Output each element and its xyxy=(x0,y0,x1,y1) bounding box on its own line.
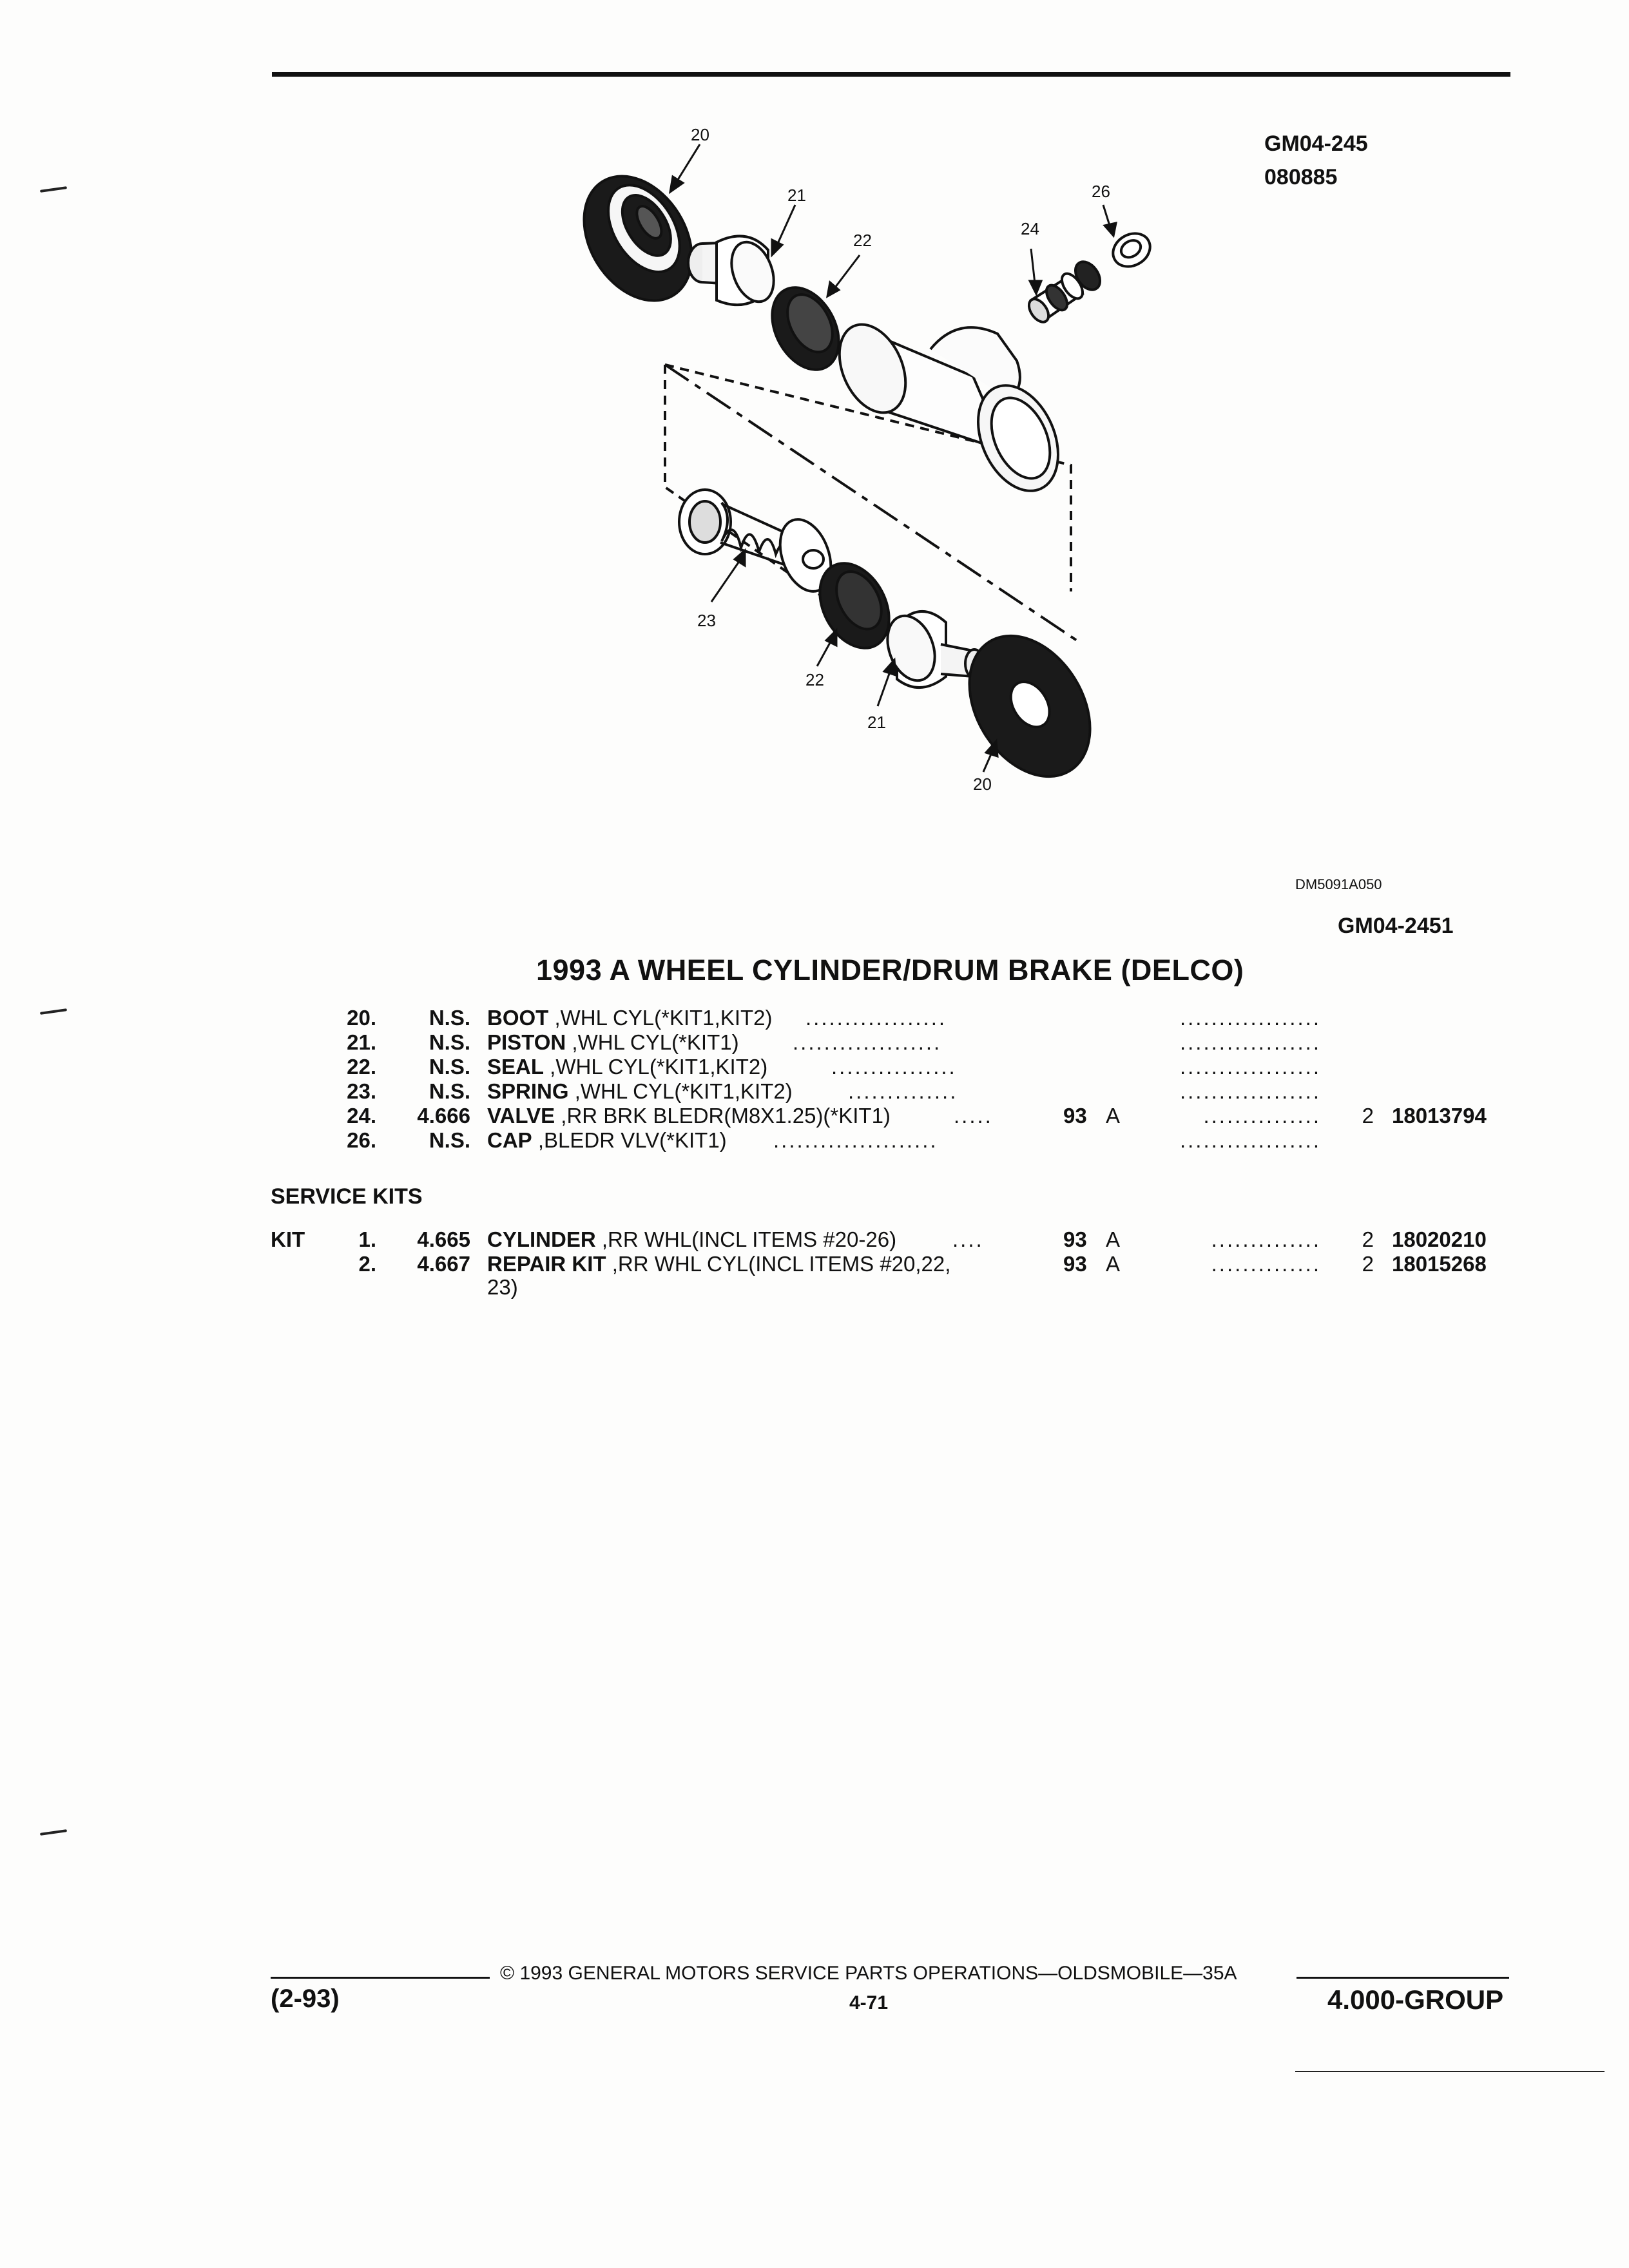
item-number: 2. xyxy=(358,1252,376,1276)
leader-dots: ............... xyxy=(1203,1104,1321,1128)
reference-code: N.S. xyxy=(429,1128,470,1152)
reference-code: 4.665 xyxy=(417,1227,470,1251)
header-rule xyxy=(272,72,1510,77)
service-kits-heading: SERVICE KITS xyxy=(271,1184,423,1209)
diagram-reference: DM5091A050 xyxy=(1295,876,1382,892)
revision-date: (2-93) xyxy=(271,1984,340,2013)
part-description: SPRING ,WHL CYL(*KIT1,KIT2) xyxy=(487,1079,793,1103)
part-description: REPAIR KIT ,RR WHL CYL(INCL ITEMS #20,22, xyxy=(487,1252,951,1276)
table-row xyxy=(0,1005,1629,1031)
leader-dots: .................. xyxy=(1179,1030,1321,1054)
boot-upper xyxy=(567,157,714,321)
item-number: 26. xyxy=(347,1128,376,1152)
callout-22-lower: 22 xyxy=(805,670,824,689)
quantity: 2 xyxy=(1362,1252,1374,1276)
margin-mark xyxy=(40,1829,67,1836)
callout-24: 24 xyxy=(1021,219,1039,238)
callout-21-upper: 21 xyxy=(787,186,806,205)
leader-dots: ..... xyxy=(954,1104,993,1128)
callout-23: 23 xyxy=(697,611,716,630)
part-description: CAP ,BLEDR VLV(*KIT1) xyxy=(487,1128,727,1152)
quantity: 2 xyxy=(1362,1104,1374,1128)
table-row xyxy=(0,1030,1629,1055)
leader-dots: .................. xyxy=(1179,1079,1321,1103)
leader-dots: .................. xyxy=(1179,1055,1321,1079)
part-description: VALVE ,RR BRK BLEDR(M8X1.25)(*KIT1) xyxy=(487,1104,891,1128)
figure-date-code: 080885 xyxy=(1264,165,1338,189)
wheel-cylinder-exploded-diagram xyxy=(567,122,1224,818)
copyright-line: © 1993 GENERAL MOTORS SERVICE PARTS OPERATIONS—OLDSMOBILE—35A xyxy=(500,1963,1237,1984)
leader-dots: .... xyxy=(952,1227,984,1251)
page-title: 1993 A WHEEL CYLINDER/DRUM BRAKE (DELCO) xyxy=(536,954,1244,986)
cylinder-body xyxy=(827,314,1074,504)
callout-21-lower: 21 xyxy=(867,713,886,732)
reference-code: 4.666 xyxy=(417,1104,470,1128)
callout-22-upper: 22 xyxy=(853,231,872,250)
leader-dots: ................ xyxy=(831,1055,957,1079)
leader-dots: .................. xyxy=(1179,1128,1321,1152)
item-number: 1. xyxy=(358,1227,376,1251)
leader-dots: ................... xyxy=(793,1030,942,1054)
leader-dots: ..................... xyxy=(773,1128,938,1152)
part-number: 18015268 xyxy=(1392,1252,1487,1276)
scan-line xyxy=(1295,2071,1605,2072)
part-description: PISTON ,WHL CYL(*KIT1) xyxy=(487,1030,739,1054)
leader-dots: .................. xyxy=(1179,1006,1321,1030)
part-description: BOOT ,WHL CYL(*KIT1,KIT2) xyxy=(487,1006,773,1030)
part-description-continued: 23) xyxy=(487,1275,518,1299)
reference-code: N.S. xyxy=(429,1079,470,1103)
piston-upper xyxy=(688,236,782,307)
year: 93 xyxy=(1063,1104,1087,1128)
table-row xyxy=(0,1079,1629,1104)
figure-code: GM04-245 xyxy=(1264,131,1368,156)
leader-dots: .............. xyxy=(1211,1252,1321,1276)
callout-20-upper: 20 xyxy=(691,125,709,144)
quantity: 2 xyxy=(1362,1227,1374,1251)
spring xyxy=(679,490,840,599)
table-row xyxy=(0,1251,1629,1277)
group-number: 4.000-GROUP xyxy=(1327,1984,1504,2015)
table-row-continuation xyxy=(0,1274,1629,1300)
footer-rule-right xyxy=(1296,1977,1509,1979)
table-row xyxy=(0,1054,1629,1080)
item-number: 21. xyxy=(347,1030,376,1054)
reference-code: N.S. xyxy=(429,1055,470,1079)
margin-mark xyxy=(40,186,67,193)
part-number: 18020210 xyxy=(1392,1227,1487,1251)
model-code: A xyxy=(1106,1252,1121,1276)
model-code: A xyxy=(1106,1104,1121,1128)
leader-dots: .............. xyxy=(1211,1227,1321,1251)
item-number: 20. xyxy=(347,1006,376,1030)
model-code: A xyxy=(1106,1227,1121,1251)
reference-code: 4.667 xyxy=(417,1252,470,1276)
year: 93 xyxy=(1063,1252,1087,1276)
leader-dots: .................. xyxy=(805,1006,947,1030)
part-description: SEAL ,WHL CYL(*KIT1,KIT2) xyxy=(487,1055,768,1079)
item-number: 22. xyxy=(347,1055,376,1079)
leader-dots: .............. xyxy=(848,1079,958,1103)
table-row xyxy=(0,1227,1629,1253)
year: 93 xyxy=(1063,1227,1087,1251)
table-row xyxy=(0,1128,1629,1153)
callout-26: 26 xyxy=(1092,182,1110,201)
item-number: 24. xyxy=(347,1104,376,1128)
kit-label: KIT xyxy=(271,1227,305,1251)
section-code: GM04-2451 xyxy=(1338,914,1454,938)
part-description: CYLINDER ,RR WHL(INCL ITEMS #20-26) xyxy=(487,1227,897,1251)
boot-lower xyxy=(945,613,1115,798)
reference-code: N.S. xyxy=(429,1006,470,1030)
footer-rule-left xyxy=(271,1977,490,1979)
callout-20-lower: 20 xyxy=(973,774,992,794)
reference-code: N.S. xyxy=(429,1030,470,1054)
page-number: 4-71 xyxy=(849,1992,889,2013)
part-number: 18013794 xyxy=(1392,1104,1487,1128)
item-number: 23. xyxy=(347,1079,376,1103)
table-row xyxy=(0,1103,1629,1129)
